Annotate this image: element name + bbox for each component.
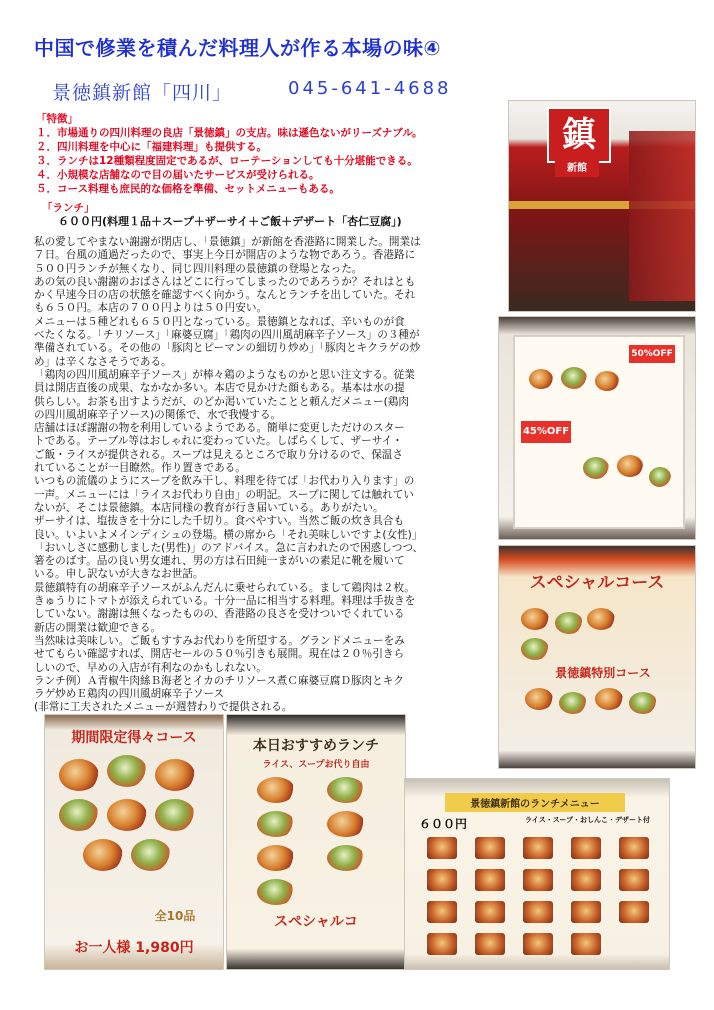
body-line: 店舗はほぼ謝謝の物を利用しているようである。簡単に変更しただけのスター: [34, 422, 405, 435]
body-line: 良い。いよいよメインディシュの登場。横の席から「それ美味しいですよ(女性)」: [34, 528, 423, 541]
lunch-heading: 「ランチ」: [42, 202, 95, 214]
body-line: いる。申し訳ないが大きなお世話。: [34, 568, 204, 581]
body-line: ５００円ランチが無くなり、同じ四川料理の景徳鎮の登場となった。: [34, 262, 363, 275]
body-line: 新店の開業は歓迎できる。: [34, 621, 162, 634]
article-body: [34, 236, 500, 715]
poster-lunch-menu-photo: [404, 778, 670, 970]
body-line: きゅうりにトマトが添えられている。十分一品に相当する料理。料理は手抜きを: [34, 595, 416, 608]
storefront-sign: 鎮: [547, 107, 611, 163]
body-line: 「おいしさに感動しました(男性)」のアドバイス。急に言われたので困惑しつつ、: [34, 541, 424, 554]
poster-menu-title: 景徳鎮新館のランチメニュー: [445, 793, 625, 812]
body-line: (非常に工夫されたメニューが週替わりで提供される。: [34, 701, 293, 714]
body-line: ラゲ炒めＥ鶏肉の四川風胡麻辛子ソース: [34, 688, 225, 701]
body-line: 景徳鎮特有の胡麻辛子ソースがふんだんに乗せられている。まして鶏肉は２枚。: [34, 581, 415, 594]
body-line: 私の愛してやまない謝謝が閉店し、「景徳鎮」が新館を香港路に開業した。開業は: [34, 236, 421, 248]
feature-item: ４．小規模な店舗なので目の届いたサービスが受けられる。: [36, 169, 320, 181]
poster-special-course-photo: [498, 545, 696, 769]
poster-recommended-sub: ライス、スープお代り自由: [262, 760, 370, 770]
shop-name: 景徳鎮新館「四川」: [52, 82, 233, 104]
body-line: 員は開店直後の成果、なかなか多い。本店で見かけた顔もある。基本は水の提: [34, 382, 405, 395]
features-section: [36, 112, 506, 196]
shop-phone: 045-641-4688: [288, 78, 452, 99]
storefront-photo: [508, 100, 696, 312]
body-line: 供らしい。お茶も出すようだが、のどか渇いていたことと頼んだメニュー(鶏肉: [34, 395, 409, 408]
body-line: いつもの流儀のようにスープを飲み干し、料理を待てば「お代わり入ります」の: [34, 475, 415, 488]
features-heading: 「特徴」: [36, 113, 78, 125]
body-line: 準備されている。その他の「豚肉とピーマンの細切り炒め」「豚肉とキクラゲの炒: [34, 342, 421, 355]
body-line: あの気の良い謝謝のおばさんはどこに行ってしまったのであろうか？それはとも: [34, 275, 416, 288]
body-line: せてもらい確認すれば、開店セールの５０％引きも展開。現在は２０％引きら: [34, 648, 405, 661]
body-line: ランチ例）Ａ青椒牛肉絲Ｂ海老とイカのチリソース煮Ｃ麻婆豆腐Ｄ豚肉とキク: [34, 674, 404, 687]
poster-limited-course-photo: [44, 714, 224, 970]
poster-discount-photo: [498, 316, 696, 540]
feature-item: ５．コース料理も庶民的な価格を準備、セットメニューもある。: [36, 183, 340, 195]
body-line: の四川風胡麻辛子ソース)の関係で、水で我慢する。: [34, 408, 282, 421]
poster-discount-45: 45%OFF: [521, 421, 571, 443]
body-line: め」は辛くなさそうである。: [34, 355, 172, 368]
poster-special-sub: 景徳鎮特別コース: [555, 666, 651, 680]
poster-special-title: スペシャルコース: [529, 573, 665, 593]
poster-recommended-lunch-photo: [226, 714, 406, 970]
poster-discount-50: 50%OFF: [629, 345, 675, 363]
poster-limited-price: お一人様 1,980円: [74, 940, 194, 956]
feature-item: ３．ランチは12種類程度固定であるが、ローテーションしても十分堪能できる。: [36, 155, 418, 167]
body-line: しいので、早めの入店が有利なのかもしれない。: [34, 661, 267, 674]
feature-item: １．市場通りの四川料理の良店「景徳鎮」の支店。味は遜色ないがリーズナブル。: [36, 127, 423, 139]
body-line: 箸をのばす。品の良い男女連れ、男の方は石田純一まがいの素足に靴を履いて: [34, 555, 405, 568]
feature-item: ２．四川料理を中心に「福建料理」も提供する。: [36, 141, 267, 153]
body-line: トである。テーブル等はおしゃれに変わっていた。しばらくして、ザーサイ・: [34, 435, 403, 448]
body-line: 一声。メニューには「ライスお代わり自由」の明記。スープに関しては触れてい: [34, 488, 414, 501]
body-line: ないが、そこは景徳鎮。本店同様の教育が行き届いている。ありがたい。: [34, 501, 384, 514]
body-line: していない。謝謝は無くなったものの、香港路の良さを受けついでくれている: [34, 608, 405, 621]
body-line: ザーサイは、塩抜きを十分にした千切り。食べやすい。当然ご飯の炊き具合も: [34, 515, 405, 528]
body-line: べたくなる。「チリソース」「麻婆豆腐」「鶏肉の四川風胡麻辛子ソース」の３種が: [34, 329, 420, 342]
storefront-sign-sub: 新館: [555, 161, 599, 177]
poster-recommended-bottom: スペシャルコ: [274, 914, 358, 930]
body-line: メニューは５種どれも６５０円となっている。景徳鎮となれば、辛いものが食: [34, 315, 405, 328]
poster-limited-count: 全10品: [154, 909, 196, 923]
poster-limited-title: 期間限定得々コース: [71, 730, 197, 746]
body-line: ご飯・ライスが提供される。スープは見えるところで取り分けるので、保温さ: [34, 448, 403, 461]
page-title: 中国で修業を積んだ料理人が作る本場の味④: [34, 36, 441, 60]
poster-menu-price: ６００円: [419, 817, 468, 831]
poster-recommended-title: 本日おすすめランチ: [252, 738, 380, 754]
body-line: 当然味は美味しい。ご飯もすすみお代わりを所望する。グランドメニューをみ: [34, 634, 405, 647]
body-line: も６５０円。本店の７００円よりは５０円安い。: [34, 302, 268, 315]
body-line: かく早速今日の店の状態を確認すべく向かう。なんとランチを出していた。それ: [34, 289, 416, 302]
body-line: れていることが一目瞭然。作り置きである。: [34, 462, 246, 475]
lunch-price-line: ６００円(料理１品＋スープ＋ザーサイ＋ご飯＋デザート「杏仁豆腐」): [58, 215, 402, 228]
body-line: 「鶏肉の四川風胡麻辛子ソース」が棒々鶏のようなものかと思い注文する。従業: [34, 368, 415, 381]
body-line: ７日。台風の通過だったので、事実上今日が開店のような物であろう。香港路に: [34, 249, 416, 262]
poster-menu-note: ライス・スープ・おしんこ・デザート付: [525, 816, 651, 824]
